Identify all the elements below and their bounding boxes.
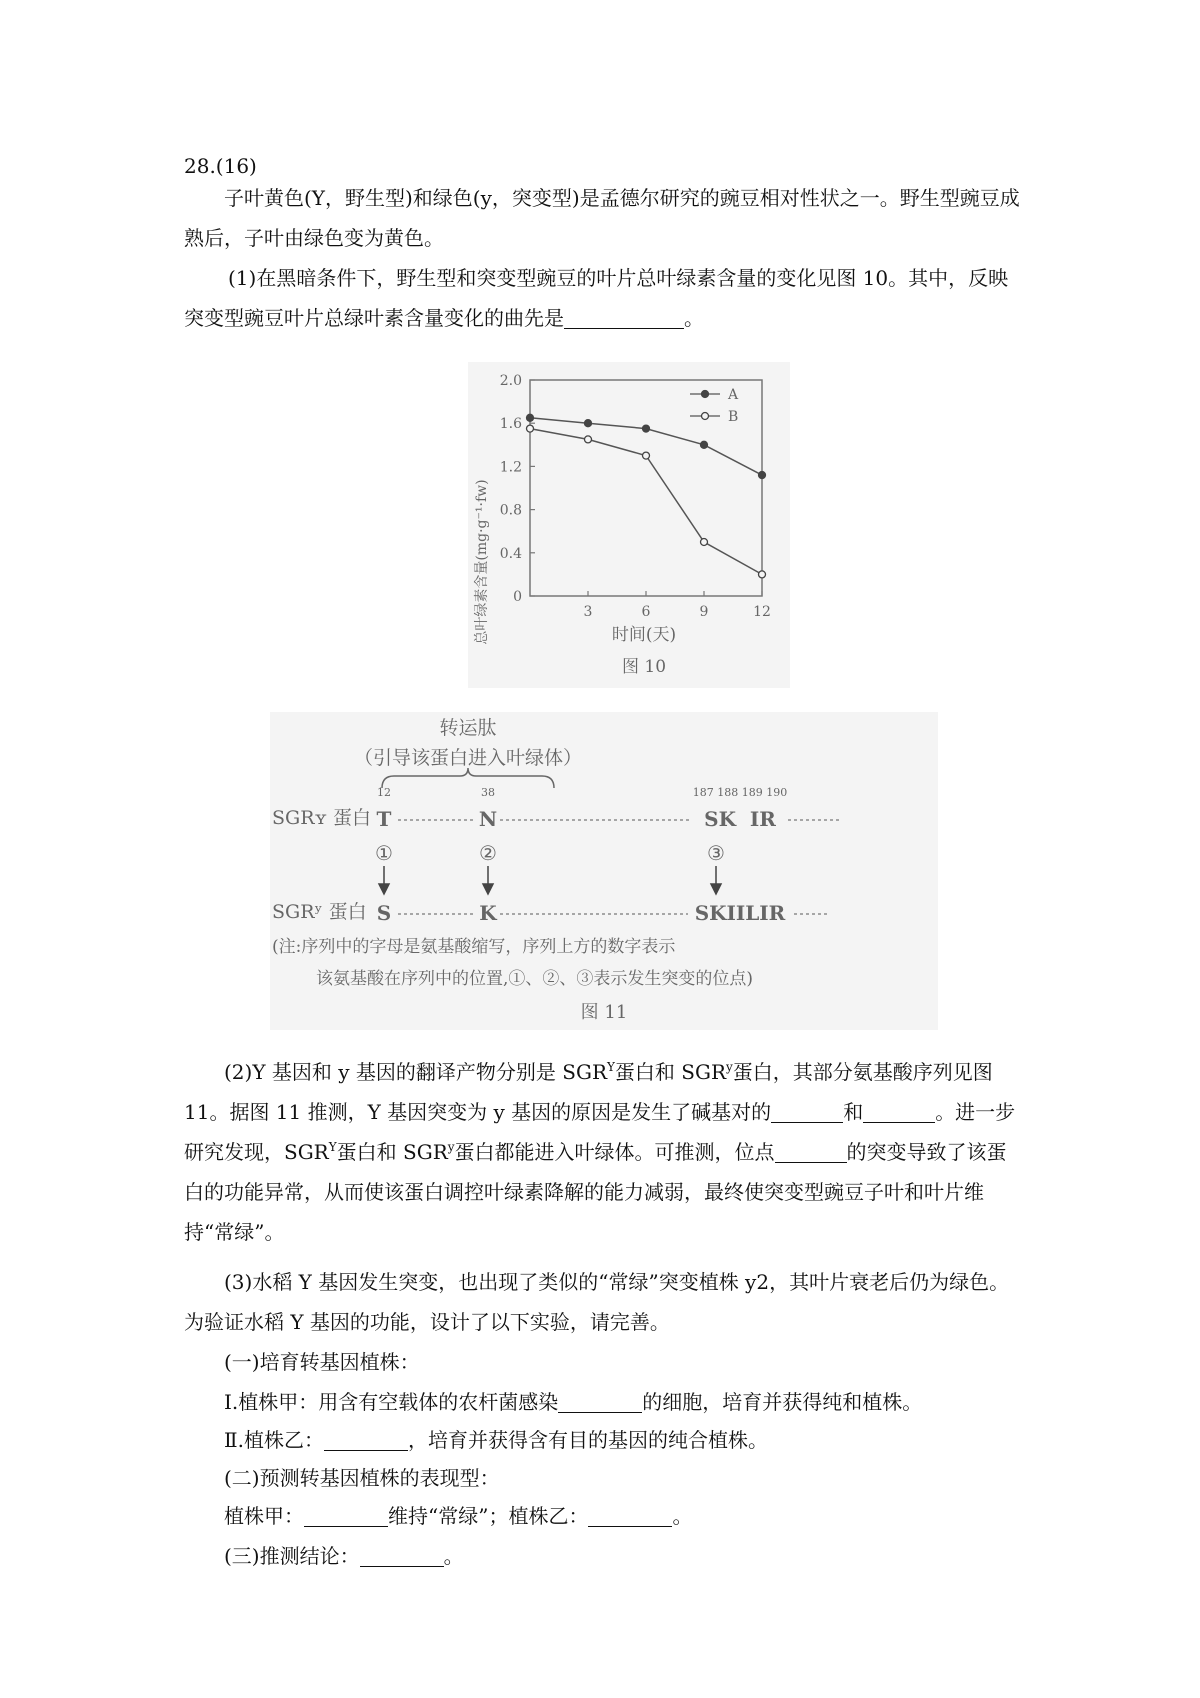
- answer-blank: [558, 1388, 642, 1413]
- position-label: 38: [481, 786, 495, 799]
- figure-11-caption: 图 11: [580, 1002, 628, 1023]
- text-seg: (三)推测结论：: [224, 1544, 360, 1568]
- superscript: Y: [328, 1140, 337, 1154]
- y-axis-label: 总叶绿素含量(mg·g⁻¹·fw): [474, 479, 490, 645]
- answer-blank: [304, 1502, 388, 1527]
- answer-blank: [775, 1138, 847, 1163]
- legend-marker: [702, 391, 709, 398]
- series-line-B: [530, 429, 762, 575]
- figure-11: [270, 712, 938, 1030]
- figure-10-caption: 图 10: [621, 657, 667, 677]
- data-point-B: [643, 452, 650, 459]
- x-tick-label: 3: [583, 604, 593, 620]
- part2-seg: 蛋白和 SGR: [336, 1140, 448, 1164]
- x-tick-label: 12: [753, 604, 771, 620]
- residue: N: [478, 807, 498, 831]
- part2-seg: 蛋白和 SGR: [614, 1060, 727, 1084]
- part2-seg: (2)Y 基因和 y 基因的翻译产物分别是 SGR: [224, 1060, 607, 1084]
- mutation-arrows: [379, 866, 721, 894]
- part1-end: 。: [684, 306, 704, 330]
- transit-brace: [382, 768, 554, 788]
- sequence-diagram: [270, 712, 938, 1030]
- part3-plant-b: [184, 1420, 1064, 1460]
- part3-conclusion: [184, 1536, 1064, 1576]
- text-seg: 的细胞，培育并获得纯和植株。: [642, 1390, 923, 1414]
- part2-seg: 。进一步研究发现，SGR: [184, 1100, 1016, 1164]
- data-point-A: [701, 441, 708, 448]
- text-seg: Ⅱ.植株乙：: [224, 1428, 324, 1452]
- text-seg: 植株甲：: [224, 1504, 304, 1528]
- part2-seg: 和: [843, 1100, 864, 1124]
- superscript: Y: [607, 1060, 615, 1074]
- y-tick-label: 2.0: [499, 373, 522, 389]
- answer-blank: [863, 1098, 935, 1123]
- figure-10: [468, 362, 790, 688]
- transit-peptide-label: 转运肽: [439, 717, 497, 739]
- residue: K: [479, 901, 497, 925]
- chart-10: [468, 362, 790, 688]
- part3-plant-a: [184, 1382, 1064, 1422]
- superscript: y: [447, 1140, 455, 1154]
- x-axis-label: 时间(天): [611, 625, 677, 645]
- text-seg: 。: [672, 1504, 693, 1528]
- part1-body: (1)在黑暗条件下，野生型和突变型豌豆的叶片总叶绿素含量的变化见图 10。其中，反映突变型豌豆叶片总绿叶素含量变化的曲先是: [184, 266, 1009, 330]
- figure-note: 该氨基酸在序列中的位置,①、②、③表示发生突变的位点): [316, 969, 754, 989]
- y-tick-label: 1.6: [499, 416, 522, 433]
- text-seg: ，培育并获得含有目的基因的纯合植株。: [407, 1428, 768, 1452]
- figure-note: (注:序列中的字母是氨基酸缩写，序列上方的数字表示: [272, 937, 676, 957]
- sgr-y-row-label: SGRʏ 蛋白: [272, 807, 371, 829]
- data-point-B: [585, 436, 592, 443]
- part3-step1-title: (一)培育转基因植株：: [224, 1350, 420, 1374]
- legend-marker: [702, 413, 709, 420]
- sgr-y-mutant-row-label: SGRʸ 蛋白: [272, 901, 367, 923]
- residue: SKIILIR: [694, 901, 786, 925]
- superscript: y: [726, 1060, 733, 1074]
- part3-intro: (3)水稻 Y 基因发生突变，也出现了类似的“常绿”突变植株 y2，其叶片衰老后仍为绿色。为验证水稻 Y 基因的功能，设计了以下实验，请完善。: [184, 1270, 1010, 1334]
- answer-blank: [771, 1098, 843, 1123]
- text-seg: 。: [443, 1544, 464, 1568]
- position-label: 12: [377, 786, 391, 799]
- question-number: 28.(16): [184, 154, 257, 178]
- data-point-B: [759, 571, 766, 578]
- x-tick-label: 9: [699, 604, 709, 620]
- y-tick-label: 0.8: [499, 502, 522, 519]
- transit-peptide-note: （引导该蛋白进入叶绿体）: [353, 747, 583, 769]
- answer-blank: [360, 1542, 444, 1567]
- y-tick-label: 0: [513, 589, 522, 605]
- part1-text: [184, 258, 1024, 338]
- mutation-site: ②: [479, 841, 497, 865]
- residue: SK IR: [704, 807, 776, 831]
- part2-seg: 蛋白，其部分氨基酸序列见图 11。据图 11 推测，Y 基因突变为 y 基因的原因是发生了碱基对的: [184, 1060, 993, 1124]
- part2-seg: 的突变导致了该蛋白的功能异常，从而使该蛋白调控叶绿素降解的能力减弱，最终使突变型豌豆子叶和叶片维持“常绿”。: [184, 1140, 1007, 1244]
- data-point-B: [701, 539, 708, 546]
- legend-label: A: [728, 387, 739, 403]
- text-seg: Ⅰ.植株甲：用含有空载体的农杆菌感染: [224, 1390, 559, 1414]
- data-point-B: [527, 425, 534, 432]
- y-tick-label: 0.4: [499, 545, 522, 562]
- text-seg: 维持“常绿”；植株乙：: [388, 1504, 589, 1528]
- mutation-site: ①: [375, 841, 393, 865]
- data-point-A: [759, 472, 766, 479]
- position-label: 187 188 189 190: [692, 786, 788, 799]
- part2-text: [184, 1052, 1024, 1252]
- y-tick-label: 1.2: [499, 459, 522, 476]
- part2-seg: 蛋白都能进入叶绿体。可推测，位点: [454, 1140, 775, 1164]
- residue: S: [376, 901, 392, 925]
- legend-label: B: [728, 409, 739, 425]
- answer-blank: [324, 1426, 408, 1451]
- part3-step2-title: (二)预测转基因植株的表现型：: [224, 1466, 500, 1490]
- data-point-A: [585, 420, 592, 427]
- residue: T: [376, 807, 392, 831]
- data-point-A: [527, 414, 534, 421]
- answer-blank: [588, 1502, 672, 1527]
- part3-prediction: [184, 1496, 1064, 1536]
- x-tick-label: 6: [641, 604, 651, 620]
- question-intro: 子叶黄色(Y，野生型)和绿色(y，突变型)是孟德尔研究的豌豆相对性状之一。野生型豌豆成熟后，子叶由绿色变为黄色。: [184, 186, 1020, 250]
- answer-blank: [564, 304, 684, 329]
- data-point-A: [643, 425, 650, 432]
- mutation-site: ③: [707, 841, 725, 865]
